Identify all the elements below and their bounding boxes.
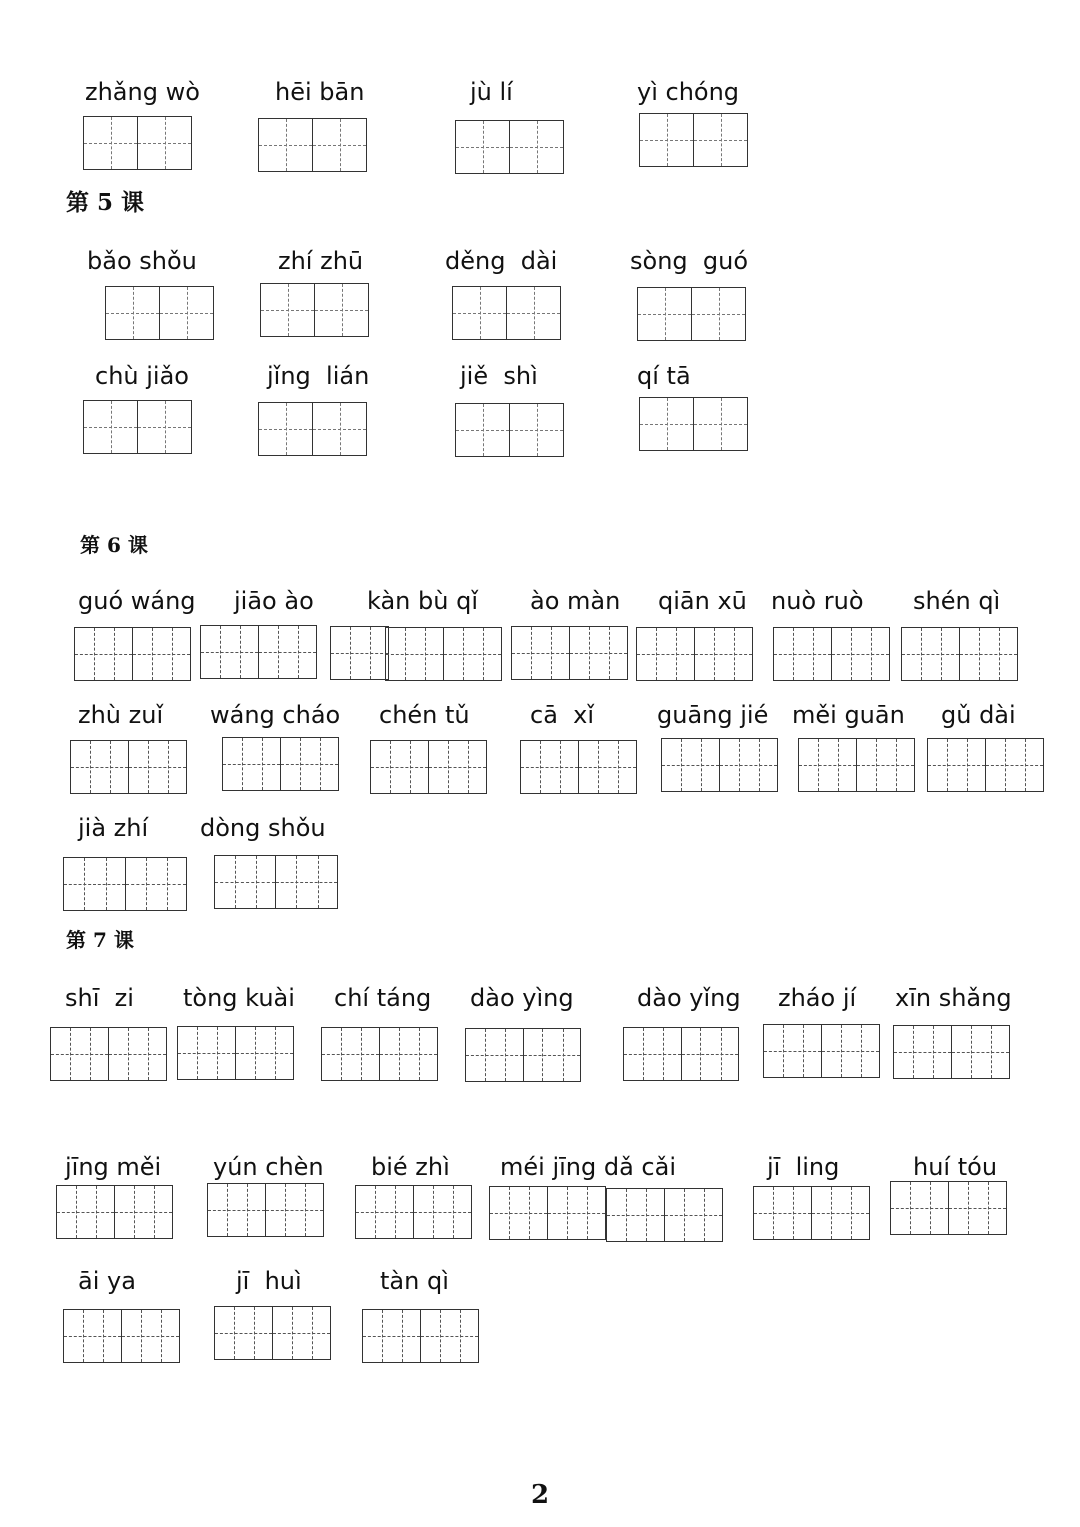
pinyin-label: nuò ruò (771, 587, 864, 615)
writing-box[interactable] (951, 1025, 1010, 1079)
writing-box[interactable] (420, 1309, 479, 1363)
pinyin-label: chù jiǎo (95, 362, 189, 390)
pinyin-label: méi jīng dǎ cǎi (500, 1153, 676, 1181)
writing-box[interactable] (443, 627, 502, 681)
writing-box[interactable] (370, 740, 429, 794)
pinyin-label: tòng kuài (183, 984, 295, 1012)
pinyin-label: kàn bù qǐ (367, 587, 478, 615)
writing-box[interactable] (948, 1181, 1007, 1235)
writing-box[interactable] (547, 1186, 606, 1240)
pinyin-label: tàn qì (380, 1267, 449, 1295)
writing-box[interactable] (314, 283, 369, 337)
writing-box[interactable] (893, 1025, 952, 1079)
writing-box[interactable] (258, 118, 313, 172)
writing-box[interactable] (114, 1185, 173, 1239)
writing-box[interactable] (691, 287, 746, 341)
writing-box[interactable] (63, 857, 126, 911)
pinyin-label: wáng cháo (210, 701, 341, 729)
writing-box[interactable] (50, 1027, 109, 1081)
writing-box[interactable] (258, 625, 317, 679)
writing-box[interactable] (312, 118, 367, 172)
writing-box[interactable] (379, 1027, 438, 1081)
writing-box[interactable] (132, 627, 191, 681)
writing-box[interactable] (763, 1024, 822, 1078)
pinyin-label: jià zhí (78, 814, 149, 842)
writing-box[interactable] (235, 1026, 294, 1080)
pinyin-label: jī huì (236, 1267, 302, 1295)
pinyin-label: yì chóng (637, 78, 740, 106)
pinyin-label: sòng guó (630, 247, 749, 275)
writing-box[interactable] (489, 1186, 548, 1240)
writing-box[interactable] (798, 738, 857, 792)
pinyin-label: guó wáng (78, 587, 196, 615)
writing-box[interactable] (200, 625, 259, 679)
pinyin-label: cā xǐ (530, 701, 595, 729)
lesson-heading: 第 7 课 (66, 928, 134, 952)
writing-box[interactable] (578, 740, 637, 794)
writing-box[interactable] (455, 120, 510, 174)
pinyin-label: qiān xū (658, 587, 747, 615)
writing-box[interactable] (105, 286, 160, 340)
writing-box[interactable] (719, 738, 778, 792)
writing-box[interactable] (452, 286, 507, 340)
writing-box[interactable] (661, 738, 720, 792)
pinyin-label: bié zhì (371, 1153, 450, 1181)
pinyin-label: shī zi (65, 984, 134, 1012)
page-number: 2 (530, 1480, 550, 1510)
writing-box[interactable] (63, 1309, 122, 1363)
writing-box[interactable] (258, 402, 313, 456)
writing-box[interactable] (821, 1024, 880, 1078)
writing-box[interactable] (506, 286, 561, 340)
writing-box[interactable] (511, 626, 570, 680)
writing-box[interactable] (128, 740, 187, 794)
writing-box[interactable] (222, 737, 281, 791)
pinyin-label: jiāo ào (234, 587, 314, 615)
writing-box[interactable] (121, 1309, 180, 1363)
writing-box[interactable] (985, 738, 1044, 792)
writing-box[interactable] (890, 1181, 949, 1235)
writing-box[interactable] (280, 737, 339, 791)
pinyin-label: zhǎng wò (85, 78, 200, 106)
writing-box[interactable] (959, 627, 1018, 681)
writing-box[interactable] (623, 1027, 682, 1081)
pinyin-label: jīng měi (65, 1153, 162, 1181)
pinyin-label: chén tǔ (379, 701, 470, 729)
writing-box[interactable] (606, 1188, 665, 1242)
pinyin-label: dào yìng (470, 984, 574, 1012)
writing-box[interactable] (509, 403, 564, 457)
writing-box[interactable] (520, 740, 579, 794)
pinyin-label: chí táng (334, 984, 432, 1012)
writing-box[interactable] (901, 627, 960, 681)
writing-box[interactable] (693, 397, 748, 451)
writing-box[interactable] (639, 397, 694, 451)
pinyin-label: shén qì (913, 587, 1001, 615)
pinyin-label: yún chèn (213, 1153, 324, 1181)
writing-box[interactable] (214, 1306, 273, 1360)
writing-box[interactable] (569, 626, 628, 680)
writing-box[interactable] (137, 400, 192, 454)
writing-box[interactable] (312, 402, 367, 456)
pinyin-label: guāng jié (657, 701, 769, 729)
pinyin-label: jī ling (767, 1153, 840, 1181)
pinyin-label: hēi bān (275, 78, 365, 106)
pinyin-label: dào yǐng (637, 984, 741, 1012)
writing-box[interactable] (693, 113, 748, 167)
writing-box[interactable] (681, 1027, 739, 1081)
pinyin-label: děng dài (445, 247, 558, 275)
writing-box[interactable] (177, 1026, 236, 1080)
writing-box[interactable] (509, 120, 564, 174)
pinyin-label: měi guān (792, 701, 905, 729)
writing-box[interactable] (523, 1028, 581, 1082)
pinyin-label: zhí zhū (278, 247, 364, 275)
writing-box[interactable] (321, 1027, 380, 1081)
pinyin-label: qí tā (637, 362, 691, 390)
writing-box[interactable] (56, 1185, 115, 1239)
writing-box[interactable] (272, 1306, 331, 1360)
writing-box[interactable] (694, 627, 753, 681)
writing-box[interactable] (330, 626, 389, 680)
writing-box[interactable] (831, 627, 890, 681)
pinyin-label: zháo jí (778, 984, 857, 1012)
pinyin-label: zhù zuǐ (78, 701, 164, 729)
writing-box[interactable] (260, 283, 315, 337)
writing-box[interactable] (639, 113, 694, 167)
writing-box[interactable] (636, 627, 695, 681)
pinyin-label: jù lí (470, 78, 513, 106)
pinyin-label: jǐng lián (267, 362, 370, 390)
writing-box[interactable] (927, 738, 986, 792)
writing-box[interactable] (214, 855, 276, 909)
writing-box[interactable] (413, 1185, 472, 1239)
writing-box[interactable] (108, 1027, 167, 1081)
pinyin-label: huí tóu (913, 1153, 998, 1181)
writing-box[interactable] (83, 116, 138, 170)
writing-box[interactable] (159, 286, 214, 340)
writing-box[interactable] (70, 740, 129, 794)
writing-box[interactable] (637, 287, 692, 341)
writing-box[interactable] (265, 1183, 324, 1237)
writing-box[interactable] (83, 400, 138, 454)
pinyin-label: āi ya (78, 1267, 136, 1295)
writing-box[interactable] (811, 1186, 870, 1240)
writing-box[interactable] (465, 1028, 524, 1082)
writing-box[interactable] (856, 738, 915, 792)
writing-box[interactable] (773, 627, 832, 681)
writing-box[interactable] (385, 627, 444, 681)
writing-box[interactable] (455, 403, 510, 457)
pinyin-label: bǎo shǒu (87, 247, 197, 275)
writing-box[interactable] (753, 1186, 812, 1240)
writing-box[interactable] (207, 1183, 266, 1237)
pinyin-label: gǔ dài (941, 701, 1016, 729)
writing-box[interactable] (125, 857, 187, 911)
pinyin-label: jiě shì (460, 362, 538, 390)
pinyin-label: xīn shǎng (895, 984, 1012, 1012)
pinyin-label: dòng shǒu (200, 814, 326, 842)
writing-box[interactable] (355, 1185, 414, 1239)
writing-box[interactable] (428, 740, 487, 794)
writing-box[interactable] (74, 627, 133, 681)
writing-box[interactable] (275, 855, 338, 909)
writing-box[interactable] (664, 1188, 723, 1242)
pinyin-label: ào màn (530, 587, 621, 615)
writing-box[interactable] (137, 116, 192, 170)
lesson-heading: 第 6 课 (80, 533, 148, 557)
lesson-heading: 第 5 课 (66, 189, 145, 216)
writing-box[interactable] (362, 1309, 421, 1363)
